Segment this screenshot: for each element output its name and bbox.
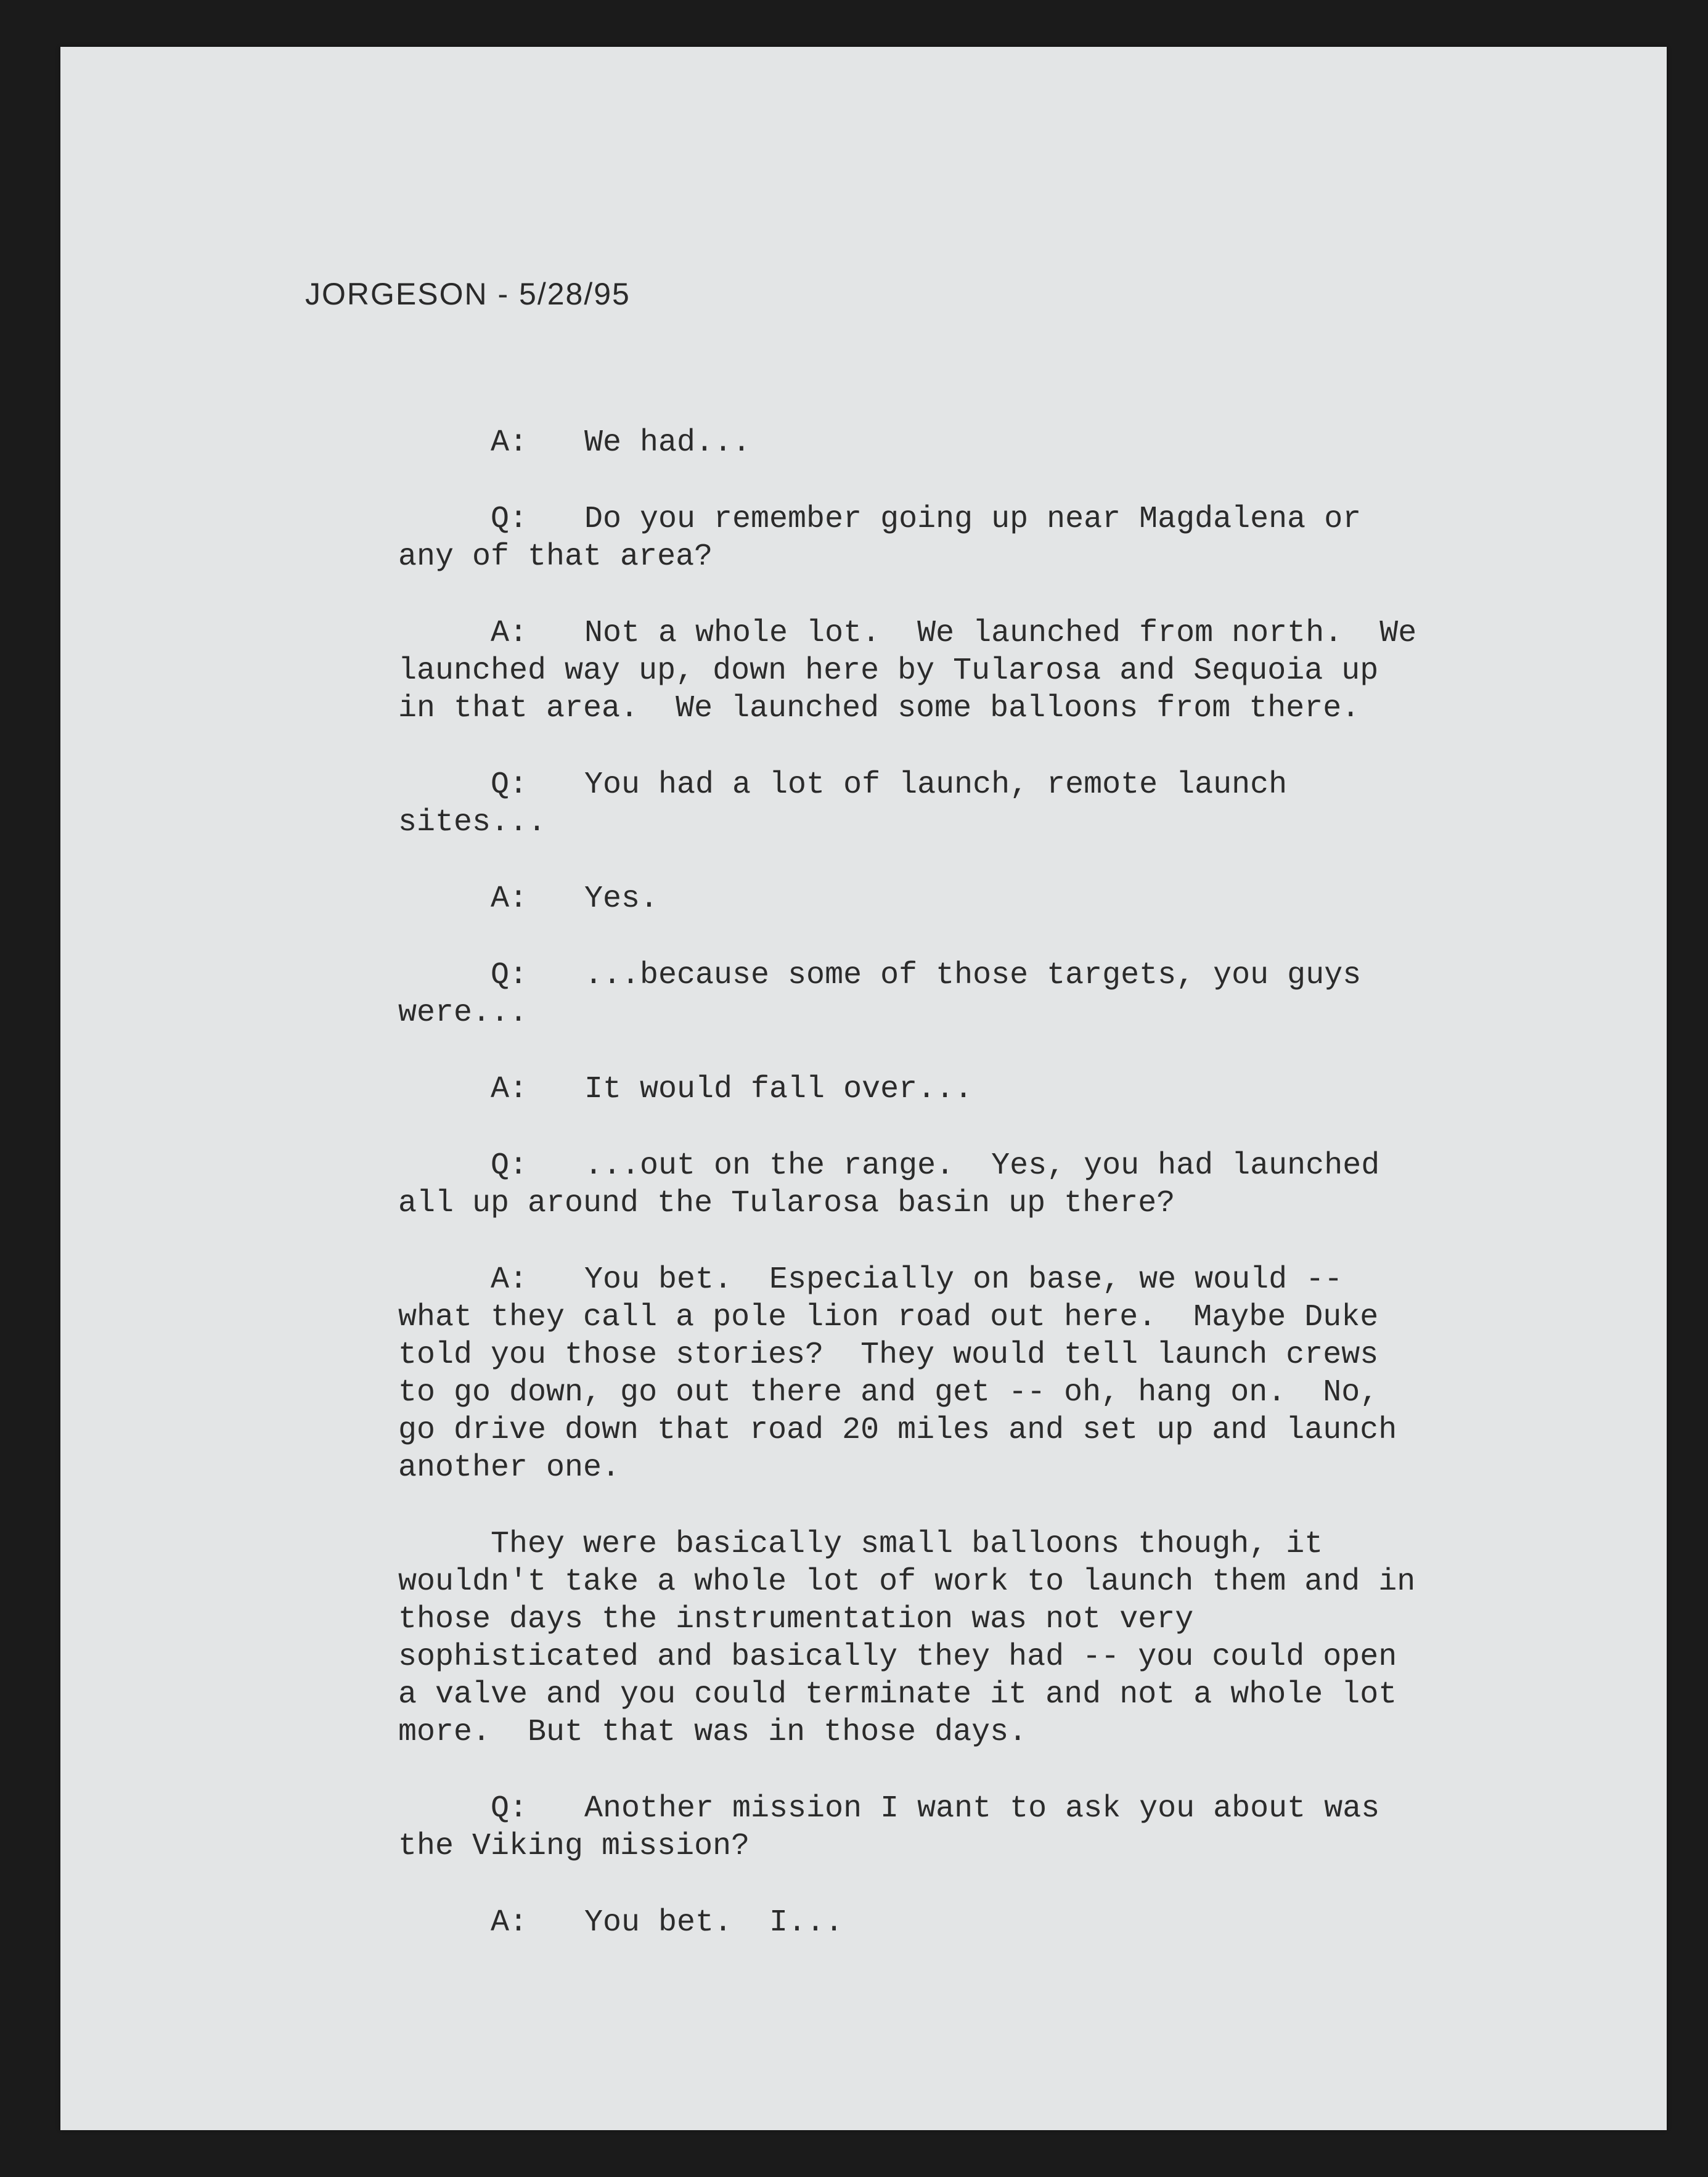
line-text: more. But that was in those days. — [398, 1715, 1028, 1750]
line-text: all up around the Tularosa basin up there? — [398, 1186, 1175, 1221]
transcript-line — [398, 1638, 1508, 1676]
transcript-line — [398, 1601, 1508, 1638]
transcript-paragraph — [398, 766, 1508, 841]
line-text: They were basically small balloons though, it — [491, 1527, 1323, 1562]
line-text: any of that area? — [398, 539, 713, 574]
line-text: launched way up, down here by Tularosa and Sequoia up — [398, 653, 1379, 688]
transcript-paragraph — [398, 1071, 1508, 1108]
line-text: what they call a pole lion road out here. Maybe Duke — [398, 1300, 1379, 1335]
transcript-line — [398, 1449, 1508, 1487]
transcript-line — [398, 804, 1508, 841]
transcript-line — [398, 1526, 1508, 1563]
transcript-line — [398, 1147, 1508, 1185]
transcript-line — [398, 1261, 1508, 1299]
transcript-line — [398, 1374, 1508, 1411]
transcript-paragraph — [398, 1147, 1508, 1222]
speaker-label: A: — [491, 425, 528, 460]
speaker-label: A: — [491, 616, 528, 651]
transcript-paragraph — [398, 615, 1508, 727]
line-text: We had... — [584, 425, 751, 460]
document-page — [60, 47, 1667, 2130]
line-text: You bet. Especially on base, we would -- — [584, 1262, 1343, 1297]
transcript-paragraph — [398, 957, 1508, 1032]
transcript-line — [398, 880, 1508, 918]
transcript-line — [398, 652, 1508, 690]
line-text: It would fall over... — [584, 1072, 973, 1107]
line-text: Do you remember going up near Magdalena or — [584, 502, 1362, 537]
speaker-label: Q: — [491, 767, 528, 803]
line-text: Yes. — [584, 881, 659, 917]
transcript-line — [398, 1676, 1508, 1713]
speaker-label: Q: — [491, 1148, 528, 1183]
speaker-label: Q: — [491, 502, 528, 537]
line-text: You bet. I... — [584, 1905, 844, 1940]
line-text: those days the instrumentation was not very — [398, 1602, 1194, 1637]
speaker-label: A: — [491, 1262, 528, 1297]
transcript-line — [398, 1299, 1508, 1336]
line-text: told you those stories? They would tell launch crews — [398, 1338, 1379, 1373]
line-text: a valve and you could terminate it and not a whole lot — [398, 1677, 1397, 1712]
line-text: Another mission I want to ask you about was — [584, 1791, 1380, 1826]
line-text: sophisticated and basically they had -- you could open — [398, 1640, 1397, 1675]
transcript-body — [398, 424, 1508, 1980]
speaker-label: Q: — [491, 958, 528, 993]
speaker-label: Q: — [491, 1791, 528, 1826]
transcript-paragraph — [398, 1261, 1508, 1487]
transcript-paragraph — [398, 1526, 1508, 1751]
transcript-line — [398, 1790, 1508, 1828]
transcript-paragraph — [398, 1904, 1508, 1942]
transcript-paragraph — [398, 500, 1508, 576]
transcript-line — [398, 994, 1508, 1032]
line-text: the Viking mission? — [398, 1829, 750, 1864]
speaker-label: A: — [491, 881, 528, 917]
transcript-line — [398, 1828, 1508, 1865]
transcript-line — [398, 957, 1508, 994]
line-text: in that area. We launched some balloons from there. — [398, 691, 1360, 726]
line-text: sites... — [398, 805, 547, 840]
line-text: go drive down that road 20 miles and set up and launch — [398, 1413, 1397, 1448]
transcript-line — [398, 538, 1508, 576]
transcript-paragraph — [398, 424, 1508, 462]
speaker-label: A: — [491, 1905, 528, 1940]
transcript-paragraph — [398, 880, 1508, 918]
transcript-line — [398, 424, 1508, 462]
transcript-line — [398, 1713, 1508, 1751]
line-text: Not a whole lot. We launched from north. We — [584, 616, 1417, 651]
transcript-line — [398, 690, 1508, 727]
transcript-line — [398, 500, 1508, 538]
transcript-line — [398, 1563, 1508, 1601]
transcript-line — [398, 1904, 1508, 1942]
line-text: to go down, go out there and get -- oh, hang on. No, — [398, 1375, 1379, 1410]
line-text: were... — [398, 995, 528, 1031]
line-text: another one. — [398, 1450, 621, 1485]
transcript-paragraph — [398, 1790, 1508, 1865]
line-text: You had a lot of launch, remote launch — [584, 767, 1288, 803]
transcript-line — [398, 1071, 1508, 1108]
transcript-line — [398, 766, 1508, 804]
page-header: JORGESON - 5/28/95 — [305, 277, 631, 311]
line-text: ...because some of those targets, you guys — [584, 958, 1362, 993]
transcript-line — [398, 1336, 1508, 1374]
transcript-line — [398, 615, 1508, 652]
transcript-line — [398, 1185, 1508, 1222]
transcript-line — [398, 1411, 1508, 1449]
line-text: ...out on the range. Yes, you had launched — [584, 1148, 1380, 1183]
speaker-label: A: — [491, 1072, 528, 1107]
line-text: wouldn't take a whole lot of work to launch them and in — [398, 1564, 1416, 1599]
